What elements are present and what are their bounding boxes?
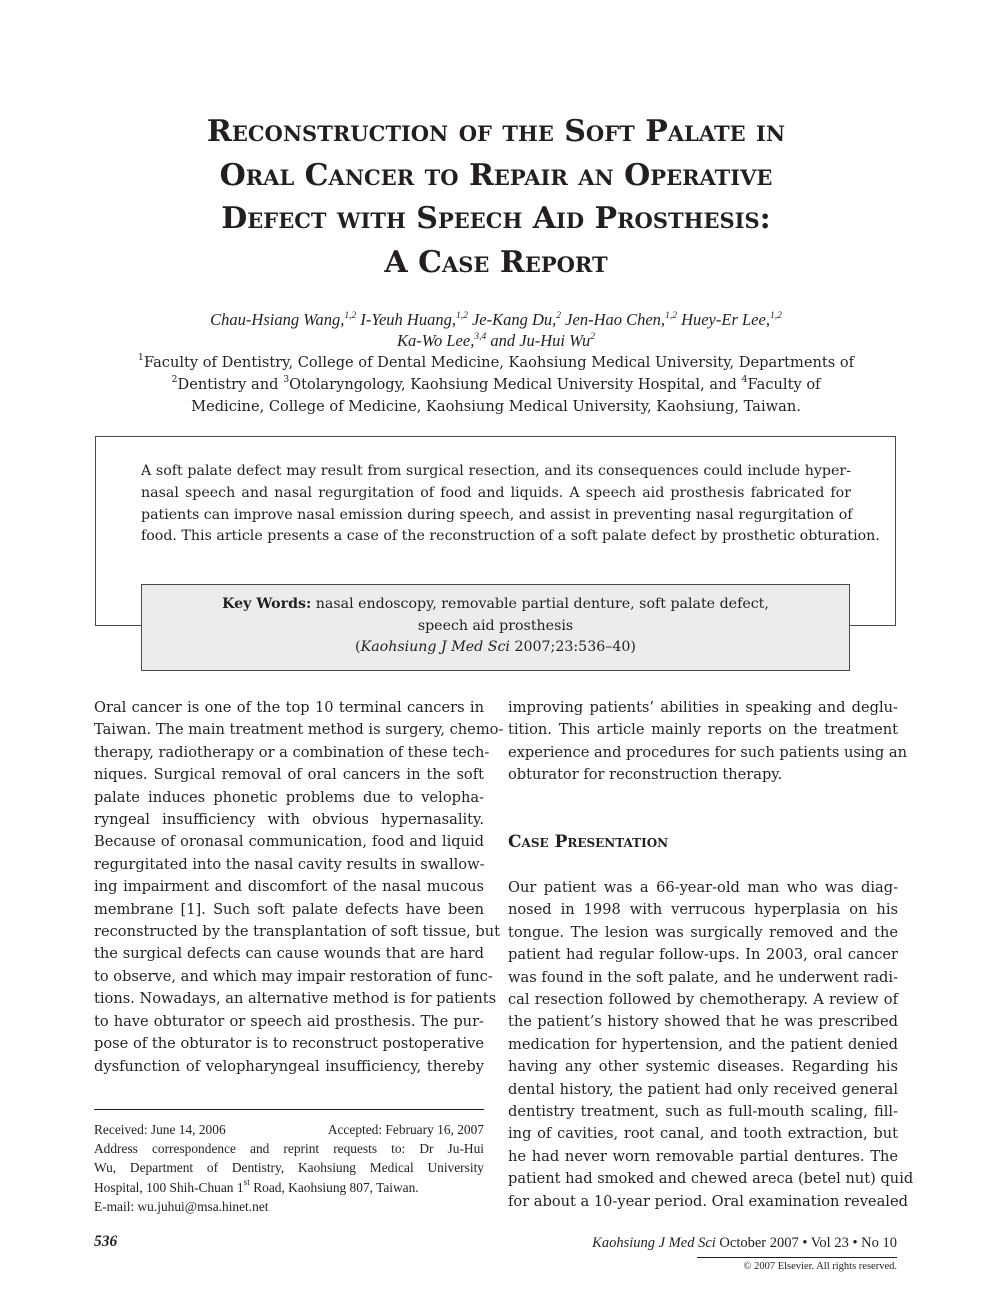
author-name: Ka-Wo Lee, [397,331,475,350]
affiliation-text: Otolaryngology, Kaohsiung Medical University Hospital, and [289,376,742,393]
body-text-line: the patient’s history showed that he was prescribed [508,1013,898,1031]
abstract-line: food. This article presents a case of the reconstruction of a soft palate defect by prosthetic obturation. [141,528,880,545]
author-affiliation-marker: 1,2 [769,310,782,321]
body-text-line: he had never worn removable partial dentures. The [508,1147,898,1165]
body-text-line: regurgitated into the nasal cavity results in swallow- [94,855,485,873]
body-column-left [94,697,504,1078]
body-text-line: obturator for reconstruction therapy. [508,766,783,784]
body-text-line: Because of oronasal communication, food and liquid [94,833,484,851]
citation-line [142,637,849,659]
affiliation-marker: 1 [137,352,144,364]
title-line: Reconstruction of the Soft Palate in [206,114,786,149]
body-text-line: to observe, and which may impair restoration of func- [94,967,493,985]
footnote-line: Address correspondence and reprint requests to: Dr Ju-Hui [94,1141,484,1157]
body-text-line: ing of cavities, root canal, and tooth extraction, but [508,1125,898,1143]
section-heading: Case Presentation [508,832,669,852]
body-text-line: dental history, the patient had only received general [508,1080,898,1098]
keywords-box [141,584,850,671]
keywords-label: Key Words: [222,596,312,612]
affiliation-text: Faculty of Dentistry, College of Dental Medicine, Kaohsiung Medical University, Departments of [143,354,855,371]
body-text-line: Oral cancer is one of the top 10 terminal cancers in [94,699,484,716]
body-text-line: dentistry treatment, such as full-mouth scaling, fill- [508,1103,898,1121]
author-affiliation-marker: 1,2 [665,310,677,321]
author-name: Je-Kang Du, [467,310,557,329]
body-text-line: Taiwan. The main treatment method is surgery, chemo- [94,721,504,739]
received-date: Received: June 14, 2006 [94,1122,226,1137]
keywords-line: speech aid prosthesis [417,617,574,634]
affiliation-line [96,352,896,374]
body-text-line: cal resection followed by chemotherapy. A review of [508,991,898,1009]
body-text-line: ryngeal insufficiency with obvious hypernasality. [94,811,484,829]
body-text-line: membrane [1]. Such soft palate defects have been [94,900,484,918]
page-number: 536 [94,1233,118,1250]
keywords-text: nasal endoscopy, removable partial denture, soft palate defect, [311,596,769,612]
author-line [96,330,896,351]
body-text-line: niques. Surgical removal of oral cancers in the soft [94,766,484,784]
body-text-line: medication for hypertension, and the patient denied [508,1035,898,1053]
citation-paren: ( [355,639,361,656]
footnote-line: Wu, Department of Dentistry, Kaohsiung Medical University [94,1160,484,1176]
footnote-line [94,1178,484,1197]
body-text-line: dysfunction of velopharyngeal insufficiency, thereby [94,1057,484,1075]
body-text-line: therapy, radiotherapy or a combination of these tech- [94,743,490,761]
abstract-line: A soft palate defect may result from surgical resection, and its consequences could include hyper- [141,463,851,479]
affiliation-text: Dentistry and [177,376,284,393]
footer-divider [697,1257,897,1258]
keywords-line [142,594,849,616]
footer-journal: Kaohsiung J Med Sci [592,1235,716,1251]
ordinal-suffix: st [243,1178,250,1189]
footnote-dates [94,1120,484,1139]
author-name: Huey-Er Lee, [676,310,770,329]
body-text-line: for about a 10-year period. Oral examination revealed [508,1192,908,1210]
body-text-line: patient had smoked and chewed areca (betel nut) quid [508,1170,914,1188]
accepted-date: Accepted: February 16, 2007 [327,1122,484,1137]
address-text: Road, Kaohsiung 807, Taiwan. [249,1179,419,1195]
body-column-right [508,877,914,1213]
citation-details: 2007;23:536–40) [509,639,636,656]
title-line: Defect with Speech Aid Prosthesis: [221,201,771,236]
author-affiliation-marker: 3,4 [474,331,487,342]
author-list [96,309,896,351]
affiliation-line [96,374,896,396]
title-line: Oral Cancer to Repair an Operative [219,157,773,193]
body-text-line: the surgical defects can cause wounds that are hard [94,945,484,963]
author-line [96,309,896,330]
author-name: Chau-Hsiang Wang, [210,310,345,329]
abstract-line: patients can improve nasal emission during speech, and assist in preventing nasal regurgitation of [141,506,853,523]
affiliation-marker: 3 [283,374,290,386]
body-text-line: pose of the obturator is to reconstruct postoperative [94,1035,484,1053]
body-column-right-intro [508,697,907,787]
body-text-line: tions. Nowadays, an alternative method is for patients [94,990,497,1008]
footnote [94,1120,484,1216]
author-name: Jen-Hao Chen, [561,310,666,329]
affiliation-marker: 2 [171,374,178,386]
citation-journal: Kaohsiung J Med Sci [360,639,510,656]
affiliations [96,352,896,418]
body-text-line: nosed in 1998 with verrucous hyperplasia on his [508,901,898,919]
affiliation-text: Faculty of [747,376,821,393]
body-text-line: experience and procedures for such patients using an [508,743,907,761]
article-title [96,110,896,284]
footnote-email: E-mail: wu.juhui@msa.hinet.net [94,1198,269,1214]
body-text-line: having any other systemic diseases. Regarding his [508,1058,898,1076]
abstract-line: nasal speech and nasal regurgitation of food and liquids. A speech aid prosthesis fabricated for [141,484,851,501]
footer-issue: October 2007 • Vol 23 • No 10 [715,1235,897,1251]
abstract [141,461,880,548]
author-affiliation-marker: 1,2 [344,310,357,321]
body-text-line: tongue. The lesion was surgically removed and the [508,923,898,941]
body-text-line: palate induces phonetic problems due to velopha- [94,788,484,806]
copyright: © 2007 Elsevier. All rights reserved. [743,1261,897,1272]
body-text-line: was found in the soft palate, and he underwent radi- [508,968,898,986]
address-text: Hospital, 100 Shih-Chuan 1 [94,1179,244,1195]
body-text-line: to have obturator or speech aid prosthesis. The pur- [94,1012,484,1030]
body-text-line: ing impairment and discomfort of the nasal mucous [94,878,484,896]
author-affiliation-marker: 2 [556,310,562,321]
author-affiliation-marker: 1,2 [455,310,468,321]
title-line: A Case Report [384,244,608,280]
author-name: I-Yeuh Huang, [356,310,456,329]
body-text-line: improving patients’ abilities in speaking and deglu- [508,699,898,716]
affiliation-line: Medicine, College of Medicine, Kaohsiung Medical University, Kaohsiung, Taiwan. [191,398,801,415]
body-text-line: Our patient was a 66-year-old man who was diag- [508,879,898,896]
body-text-line: reconstructed by the transplantation of soft tissue, but [94,923,501,941]
author-affiliation-marker: 2 [590,331,595,342]
footnote-divider [94,1109,484,1110]
body-text-line: patient had regular follow-ups. In 2003, oral cancer [508,946,898,964]
journal-footer [592,1235,897,1252]
author-name: and Ju-Hui Wu [486,331,591,350]
body-text-line: tition. This article mainly reports on the treatment [508,721,898,739]
affiliation-marker: 4 [741,374,748,386]
